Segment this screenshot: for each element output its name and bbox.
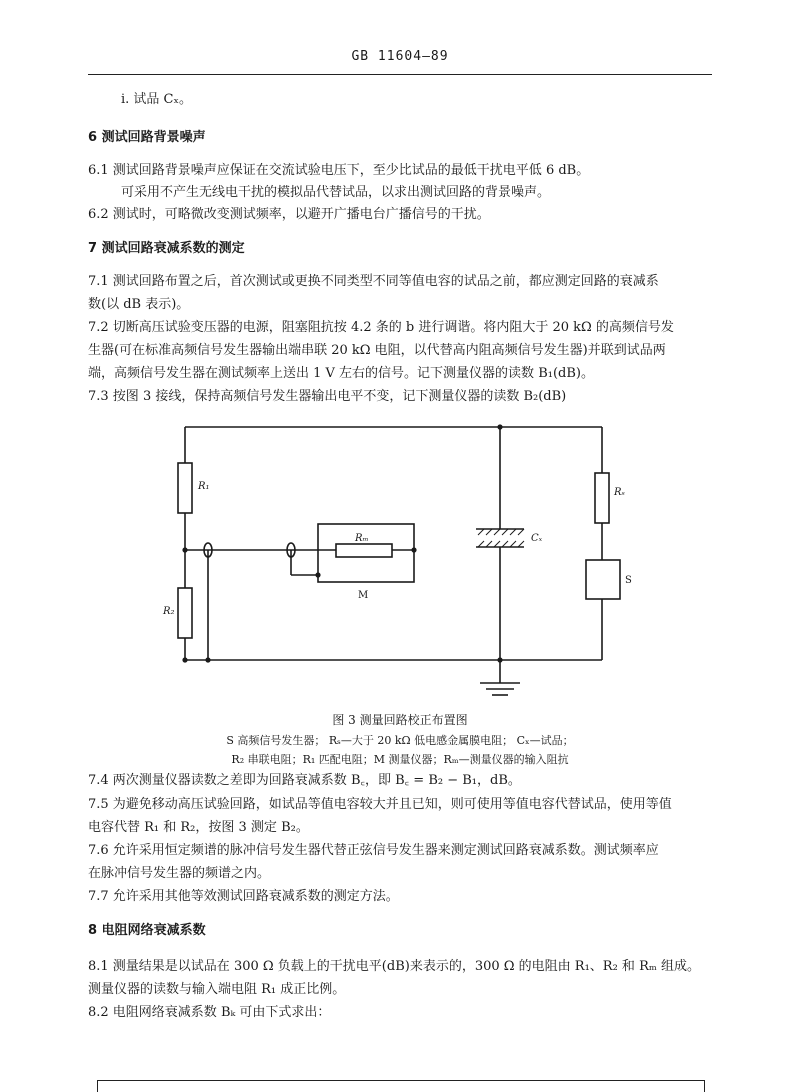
clause-7-1-cont: 数(以 dB 表示)。 xyxy=(88,297,190,312)
resistor-r1 xyxy=(178,463,192,513)
section-8-heading: 8 电阻网络衰减系数 xyxy=(88,923,206,938)
label-r1: R₁ xyxy=(198,481,210,492)
section-7-heading: 7 测试回路衰减系数的测定 xyxy=(88,241,245,256)
junction-dot xyxy=(497,657,502,662)
clause-8-1: 8.1 测量结果是以试品在 300 Ω 负载上的干扰电平(dB)来表示的，300 Ω 的电阻由 R₁、R₂ 和 Rₘ 组成。 xyxy=(88,959,700,974)
clause-8-2: 8.2 电阻网络衰减系数 Bₖ 可由下式求出： xyxy=(88,1005,331,1020)
clause-7-2-cont2: 端，高频信号发生器在测试频率上送出 1 V 左右的信号。记下测量仪器的读数 B₁(dB)。 xyxy=(88,366,594,381)
clause-6-1: 6.1 测试回路背景噪声应保证在交流试验电压下，至少比试品的最低干扰电平低 6 dB。 xyxy=(88,163,590,178)
junction-dot xyxy=(182,547,187,552)
clause-6-2: 6.2 测试时，可略微改变测试频率，以避开广播电台广播信号的干扰。 xyxy=(88,207,490,222)
standard-header: GB 11604—89 xyxy=(351,49,449,64)
label-rm: Rₘ xyxy=(355,533,369,544)
junction-dot xyxy=(205,657,210,662)
figure-3-caption: 图 3 测量回路校正布置图 xyxy=(332,713,468,727)
section-6-heading: 6 测试回路背景噪声 xyxy=(88,130,206,145)
junction-dot xyxy=(182,657,187,662)
junction-dot xyxy=(497,424,502,429)
formula-box xyxy=(97,1080,705,1092)
label-r2: R₂ xyxy=(163,606,175,617)
clause-7-2-cont1: 生器(可在标准高频信号发生器输出端串联 20 kΩ 电阻，以代替高内阻高频信号发生器)并联到试品两 xyxy=(88,343,666,358)
clause-7-7: 7.7 允许采用其他等效测试回路衰减系数的测定方法。 xyxy=(88,889,399,904)
clause-7-6-cont: 在脉冲信号发生器的频谱之内。 xyxy=(88,866,271,881)
clause-7-6: 7.6 允许采用恒定频谱的脉冲信号发生器代替正弦信号发生器来测定测试回路衰减系数。测试频率应 xyxy=(88,843,659,858)
signal-generator-s xyxy=(586,560,620,599)
capacitor-cx xyxy=(478,529,524,547)
clause-7-4: 7.4 两次测量仪器读数之差即为回路衰减系数 B꜀，即 B꜀ = B₂ − B₁，dB。 xyxy=(88,773,521,788)
clause-7-2: 7.2 切断高压试验变压器的电源，阻塞阻抗按 4.2 条的 b 进行调谐。将内阻大于 20 kΩ 的高频信号发 xyxy=(88,320,674,335)
figure-3-legend-2: R₂ 串联电阻；R₁ 匹配电阻；M 测量仪器；Rₘ—测量仪器的输入阻抗 xyxy=(231,753,569,766)
label-cx: Cₓ xyxy=(531,533,543,544)
resistor-rm xyxy=(336,544,392,557)
clause-6-1-cont: 可采用不产生无线电干扰的模拟品代替试品，以求出测试回路的背景噪声。 xyxy=(121,185,551,200)
junction-dot xyxy=(411,547,416,552)
clause-7-1: 7.1 测试回路布置之后，首次测试或更换不同类型不同等值电容的试品之前，都应测定回路的衰减系 xyxy=(88,274,659,289)
label-rs: Rₛ xyxy=(614,487,625,498)
clause-7-5-cont: 电容代替 R₁ 和 R₂，按图 3 测定 B₂。 xyxy=(88,820,309,835)
clause-7-3: 7.3 按图 3 接线，保持高频信号发生器输出电平不变，记下测量仪器的读数 B₂(dB) xyxy=(88,389,567,404)
resistor-rs xyxy=(595,473,609,523)
clause-7-5: 7.5 为避免移动高压试验回路，如试品等值电容较大并且已知，则可使用等值电容代替试品，使用等值 xyxy=(88,797,672,812)
label-s: S xyxy=(625,575,632,586)
junction-dot xyxy=(315,572,320,577)
clause-8-1-cont: 测量仪器的读数与输入端电阻 R₁ 成正比例。 xyxy=(88,982,346,997)
figure-3-legend-1: S 高频信号发生器； Rₛ—大于 20 kΩ 低电感金属膜电阻； Cₓ—试品； xyxy=(226,734,574,747)
list-item-i: i. 试品 Cₓ。 xyxy=(121,92,193,107)
resistor-r2 xyxy=(178,588,192,638)
label-m: M xyxy=(358,590,369,601)
